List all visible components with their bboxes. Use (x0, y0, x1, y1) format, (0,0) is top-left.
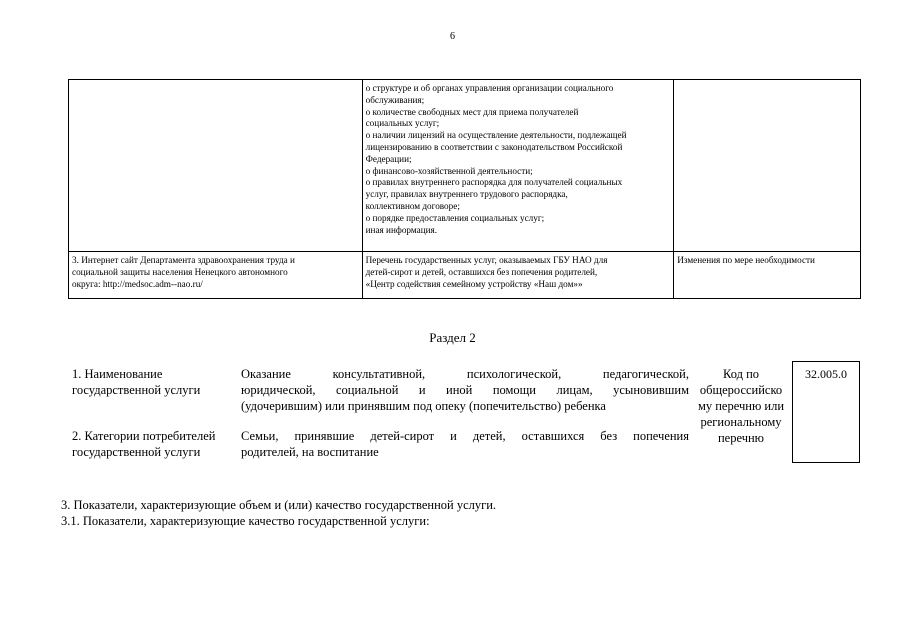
table-cell-content (362, 252, 674, 299)
cell-line: услуг, правилах внутреннего трудового распорядка, (365, 189, 568, 200)
cell-line: округа: http://medsoc.adm--nao.ru/ (72, 278, 203, 289)
code-label-line: общероссийско (699, 383, 783, 397)
cell-line: лицензированию в соответствии с законодательством Российской (365, 141, 623, 152)
value-line: родителей, на воспитание (241, 445, 379, 459)
code-label-line: Код по (722, 367, 760, 381)
page-number: 6 (450, 31, 455, 42)
service-name-value (241, 366, 689, 414)
code-label-line: региональному (700, 415, 782, 429)
category-value (241, 428, 689, 460)
cell-line: о правилах внутреннего распорядка для получателей социальных (365, 177, 623, 188)
value-line: Оказание консультативной, психологической, педагогической, (241, 367, 689, 381)
code-label-line: му перечню или (697, 399, 785, 413)
label-line: 1. Наименование (72, 367, 163, 381)
indicators (61, 497, 496, 529)
cell-line: социальной защиты населения Ненецкого автономного (72, 266, 288, 277)
cell-line: социальных услуг; (365, 118, 440, 129)
table-cell-frequency: Изменения по мере необходимости (674, 252, 861, 299)
category-label (72, 428, 242, 460)
cell-line: Перечень государственных услуг, оказываемых ГБУ НАО для (365, 255, 608, 265)
table-cell (674, 80, 861, 252)
table-cell (69, 80, 363, 252)
cell-line: о структуре и об органах управления организации социального (365, 83, 614, 93)
cell-line: о порядке предоставления социальных услуг; (365, 212, 545, 223)
cell-line: о наличии лицензий на осуществление деятельности, подлежащей (365, 130, 627, 141)
table-cell-info-items (362, 80, 674, 252)
section-title: Раздел 2 (429, 330, 476, 345)
cell-line: Федерации; (365, 153, 412, 164)
label-line: государственной услуги (72, 445, 201, 459)
cell-line: иная информация. (365, 224, 438, 235)
value-line: юридической, социальной и иной помощи лицам, усыновившим (241, 383, 689, 397)
cell-line: о финансово-хозяйственной деятельности; (365, 165, 533, 176)
label-line: 2. Категории потребителей (72, 429, 216, 443)
code-label-line: перечню (717, 431, 765, 445)
cell-line: «Центр содействия семейному устройству «Наш дом»» (365, 278, 583, 289)
indicators-subline: 3.1. Показатели, характеризующие качество государственной услуги: (61, 514, 430, 528)
info-table (68, 79, 861, 299)
indicators-line: 3. Показатели, характеризующие объем и (или) качество государственной услуги. (61, 498, 497, 512)
code-value-box: 32.005.0 (792, 361, 860, 463)
cell-line: коллективном договоре; (365, 200, 460, 211)
table-cell-source (69, 252, 363, 299)
table-row (69, 252, 861, 299)
value-line: Семьи, принявшие детей-сирот и детей, оставшихся без попечения (241, 429, 689, 443)
service-name-label (72, 366, 242, 398)
table-row (69, 80, 861, 252)
cell-line: о количестве свободных мест для приема получателей (365, 106, 579, 117)
label-line: государственной услуги (72, 383, 201, 397)
cell-line: обслуживания; (365, 94, 425, 105)
value-line: (удочерившим) или принявшим под опеку (попечительство) ребенка (241, 399, 606, 413)
cell-line: 3. Интернет сайт Департамента здравоохранения труда и (72, 255, 295, 265)
code-label (690, 366, 792, 446)
cell-line: детей-сирот и детей, оставшихся без попечения родителей, (365, 266, 598, 277)
